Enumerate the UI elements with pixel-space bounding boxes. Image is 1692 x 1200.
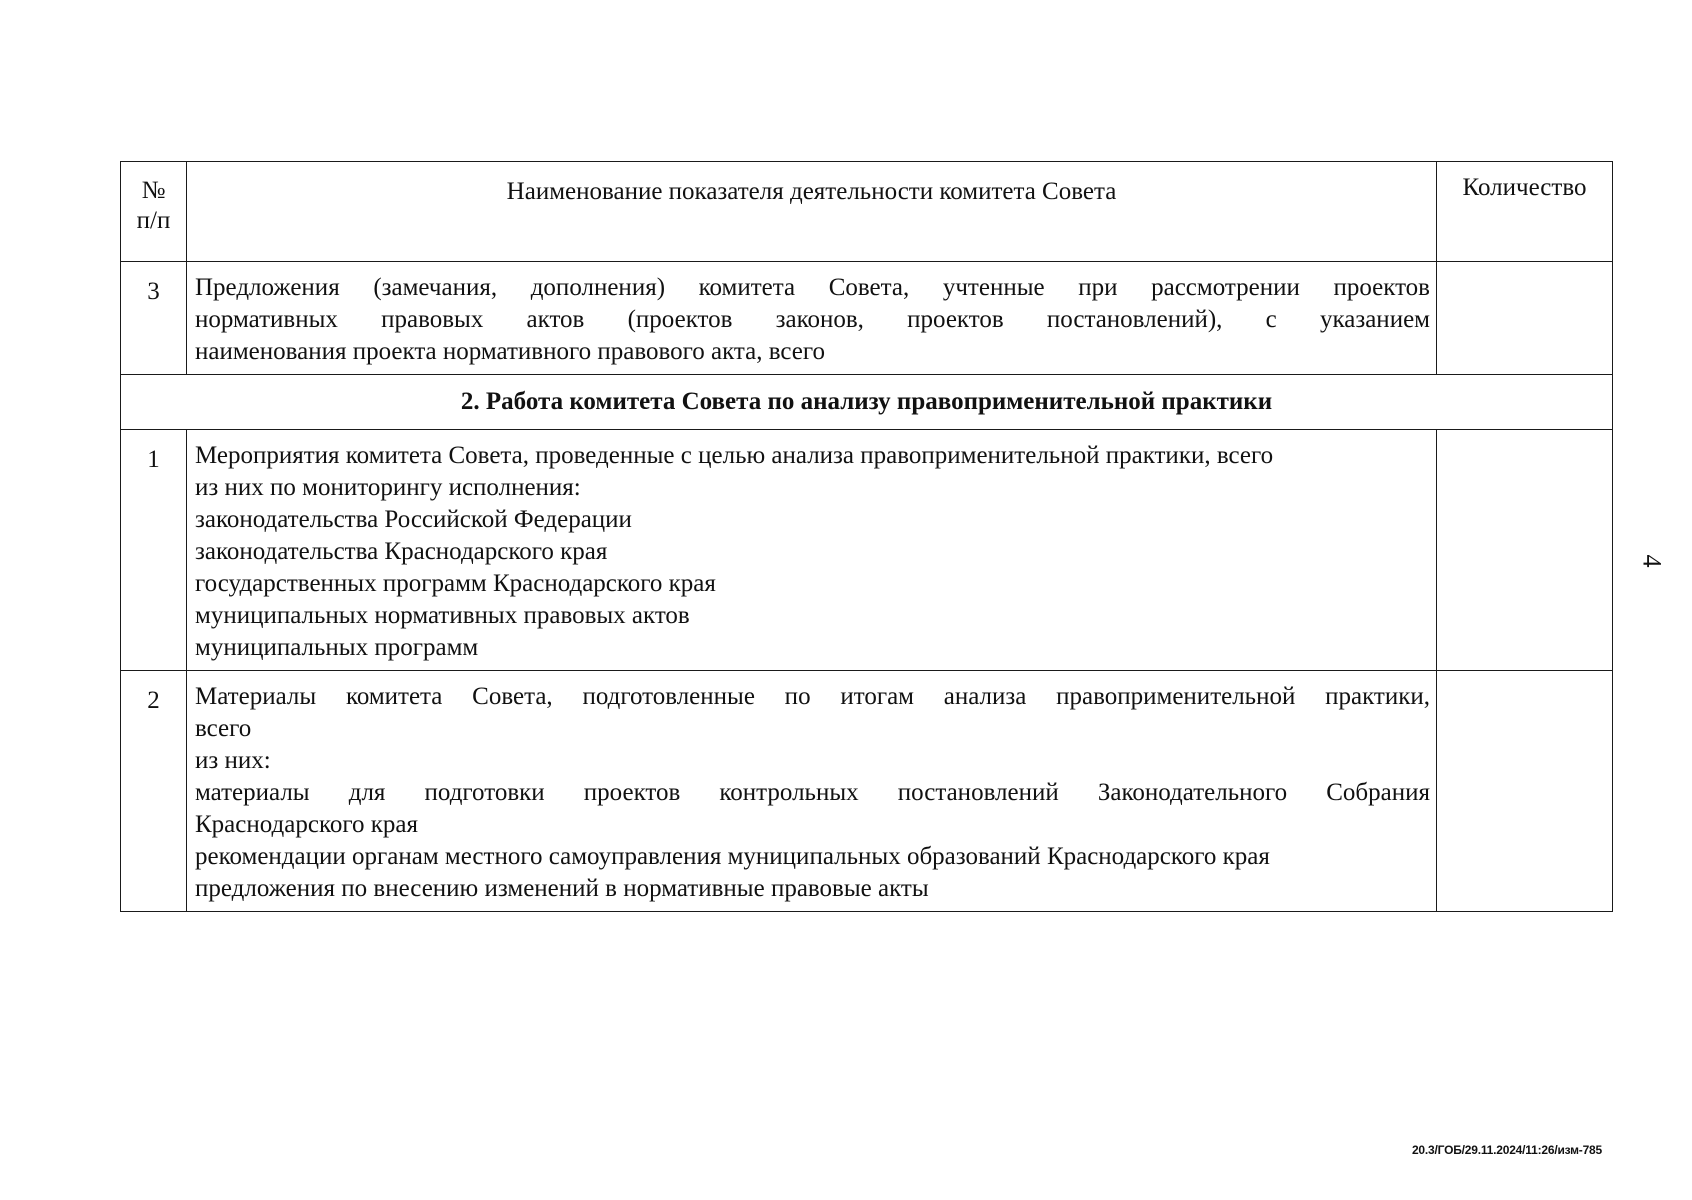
text-line: муниципальных нормативных правовых актов xyxy=(195,602,690,629)
text-line: из них по мониторингу исполнения: xyxy=(195,474,581,501)
header-name-cell: Наименование показателя деятельности комитета Совета xyxy=(187,162,1437,262)
row-quantity-cell xyxy=(1437,671,1613,912)
text-line: государственных программ Краснодарского края xyxy=(195,570,716,597)
table-header-row xyxy=(121,162,1613,262)
indicators-table xyxy=(120,161,1613,912)
row-text-cell xyxy=(187,430,1437,671)
table-row xyxy=(121,262,1613,375)
text-line: материалы для подготовки проектов контрольных постановлений Законодательного Собрания xyxy=(195,779,1430,806)
text-line: законодательства Российской Федерации xyxy=(195,506,632,533)
text-line: Материалы комитета Совета, подготовленные по итогам анализа правоприменительной практики, xyxy=(195,683,1430,710)
header-number-abbr: п/п xyxy=(136,207,171,234)
text-line: из них: xyxy=(195,747,271,774)
row-text-cell xyxy=(187,671,1437,912)
text-line: Предложения (замечания, дополнения) комитета Совета, учтенные при рассмотрении проектов xyxy=(195,274,1430,301)
text-line: муниципальных программ xyxy=(195,634,479,661)
row-text-cell xyxy=(187,262,1437,375)
text-line: наименования проекта нормативного правового акта, всего xyxy=(195,338,826,365)
row-quantity-cell xyxy=(1437,262,1613,375)
row-number-cell: 1 xyxy=(121,430,187,671)
table-row xyxy=(121,671,1613,912)
header-number-symbol: № xyxy=(141,177,166,204)
section-header-row xyxy=(121,375,1613,430)
page-number: 4 xyxy=(1637,554,1667,568)
document-code: 20.3/ГОБ/29.11.2024/11:26/изм-785 xyxy=(1411,1143,1602,1157)
text-line: Краснодарского края xyxy=(195,811,418,838)
text-line: всего xyxy=(195,715,252,742)
header-quantity-cell: Количество xyxy=(1437,162,1613,262)
text-line: Мероприятия комитета Совета, проведенные с целью анализа правоприменительной практики, всего xyxy=(195,442,1274,469)
text-line: законодательства Краснодарского края xyxy=(195,538,608,565)
row-quantity-cell xyxy=(1437,430,1613,671)
text-line: предложения по внесению изменений в нормативные правовые акты xyxy=(195,875,929,902)
row-number-cell: 3 xyxy=(121,262,187,375)
section-title: 2. Работа комитета Совета по анализу правоприменительной практики xyxy=(121,375,1613,430)
text-line: рекомендации органам местного самоуправления муниципальных образований Краснодарского края xyxy=(195,843,1270,870)
header-number-cell xyxy=(121,162,187,262)
table-row xyxy=(121,430,1613,671)
row-number-cell: 2 xyxy=(121,671,187,912)
text-line: нормативных правовых актов (проектов законов, проектов постановлений), с указанием xyxy=(195,306,1430,333)
